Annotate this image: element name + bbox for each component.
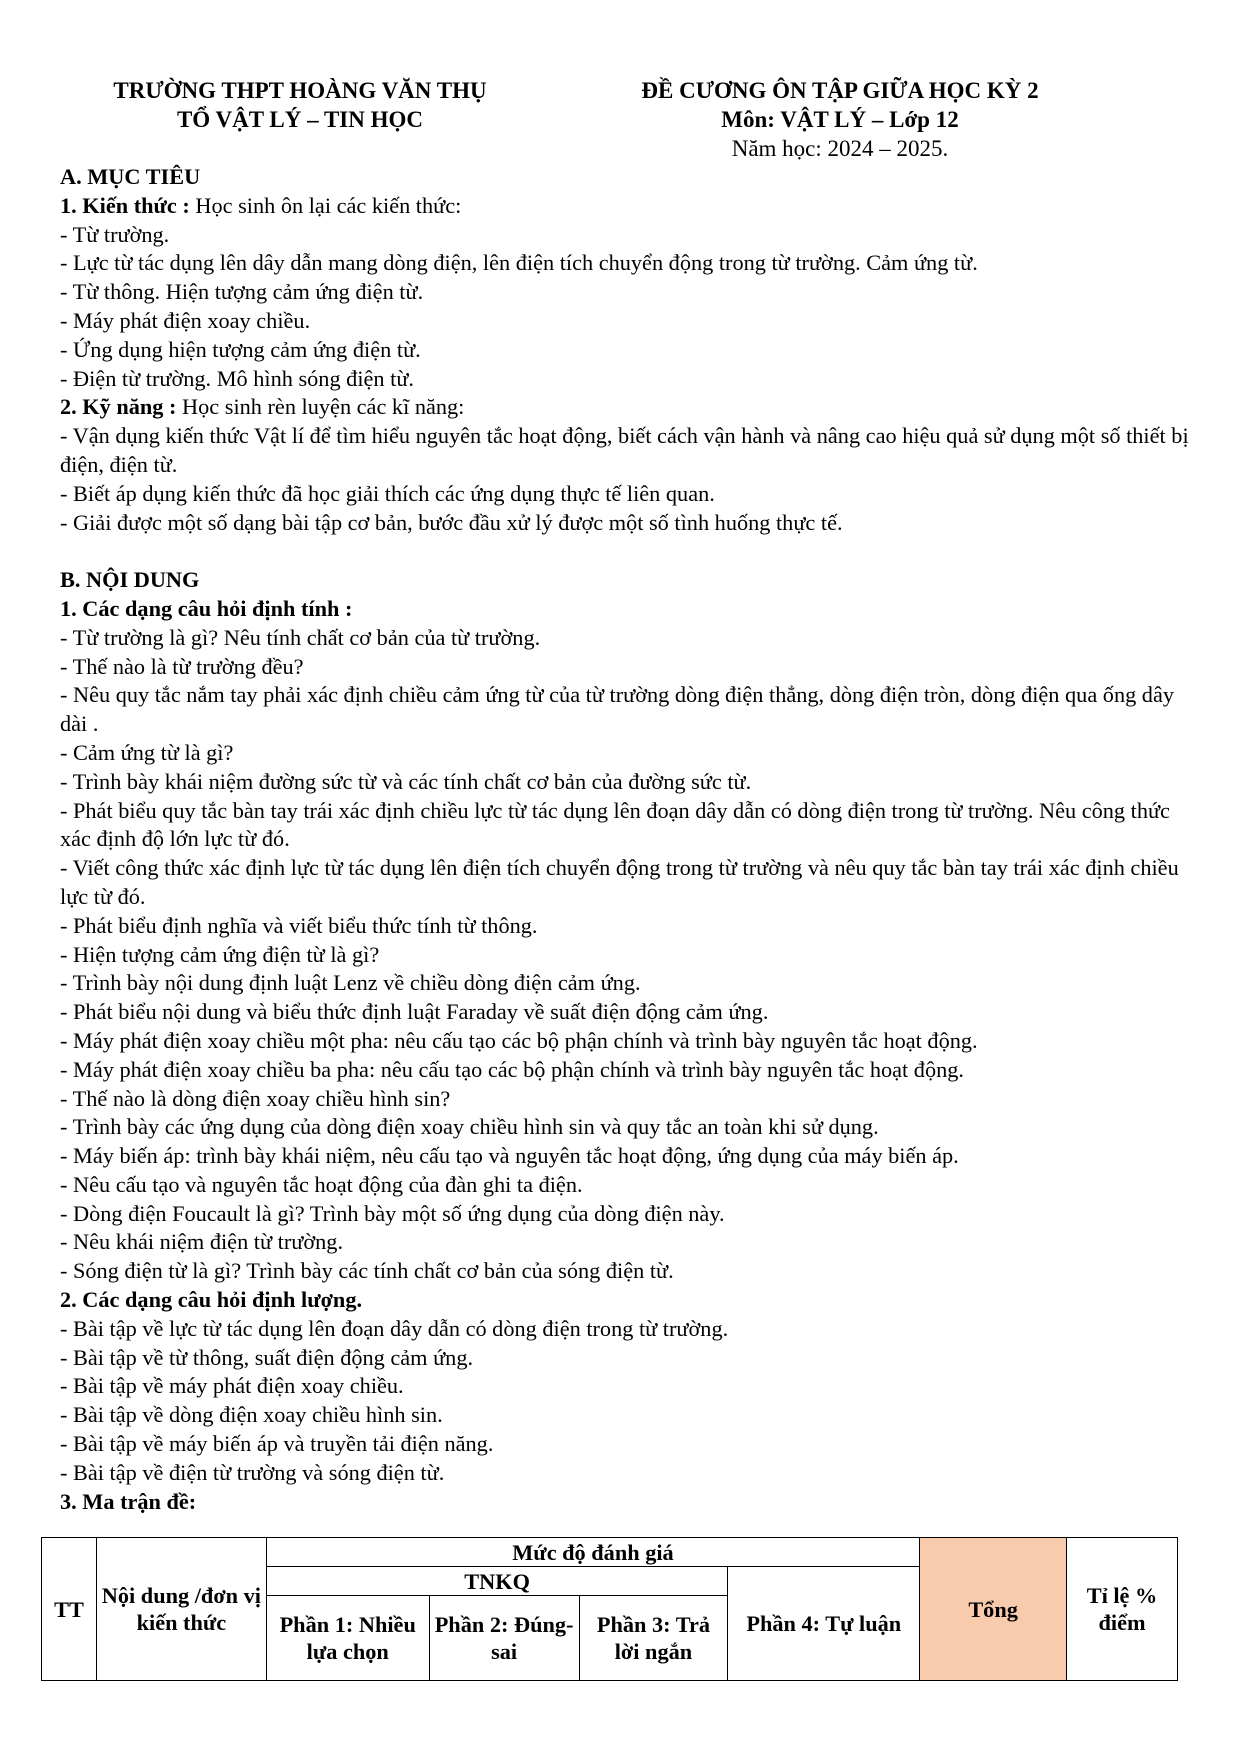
list-item: - Nêu quy tắc nắm tay phải xác định chiều cảm ứng từ của từ trường dòng điện thẳng, dòng điện tròn, dòng điện qua ống dây dài .	[60, 682, 1175, 737]
header-cell-tt: TT	[42, 1538, 97, 1681]
list-item: - Từ thông. Hiện tượng cảm ứng điện từ.	[60, 279, 424, 305]
list-item: - Bài tập về lực từ tác dụng lên đoạn dây dẫn có dòng điện trong từ trường.	[60, 1315, 729, 1341]
skills-label: 2. Kỹ năng :	[60, 394, 177, 420]
list-item: - Trình bày nội dung định luật Lenz về chiều dòng điện cảm ứng.	[60, 970, 641, 996]
list-item: - Hiện tượng cảm ứng điện từ là gì?	[60, 941, 380, 967]
header-cell-content: Nội dung /đơn vị kiến thức	[96, 1538, 266, 1681]
document-body	[60, 163, 1200, 1516]
list-item: - Máy phát điện xoay chiều ba pha: nêu cấu tạo các bộ phận chính và trình bày nguyên tắc hoạt động.	[60, 1056, 964, 1082]
list-item: - Trình bày các ứng dụng của dòng điện xoay chiều hình sin và quy tắc an toàn khi sử dụng.	[60, 1114, 879, 1140]
section-a-title: A. MỤC TIÊU	[60, 164, 201, 189]
list-item: - Điện từ trường. Mô hình sóng điện từ.	[60, 365, 414, 391]
header-cell-part4: Phần 4: Tự luận	[728, 1567, 920, 1681]
list-item: - Giải được một số dạng bài tập cơ bản, bước đầu xử lý được một số tình huống thực tế.	[60, 509, 843, 535]
list-item: - Nêu khái niệm điện từ trường.	[60, 1229, 344, 1255]
list-item: - Biết áp dụng kiến thức đã học giải thích các ứng dụng thực tế liên quan.	[60, 480, 715, 506]
knowledge-label: 1. Kiến thức :	[60, 192, 190, 218]
header-right	[590, 76, 1090, 163]
school-year: Năm học: 2024 – 2025.	[731, 136, 949, 161]
header-cell-part1: Phần 1: Nhiều lựa chọn	[266, 1596, 429, 1681]
list-item: - Dòng điện Foucault là gì? Trình bày một số ứng dụng của dòng điện này.	[60, 1200, 725, 1226]
list-item: - Sóng điện từ là gì? Trình bày các tính chất cơ bản của sóng điện từ.	[60, 1258, 674, 1284]
header-cell-tnkq: TNKQ	[266, 1567, 728, 1596]
list-item: - Cảm ứng từ là gì?	[60, 739, 234, 765]
subject-line: Môn: VẬT LÝ – Lớp 12	[721, 107, 959, 132]
list-item: - Máy phát điện xoay chiều một pha: nêu cấu tạo các bộ phận chính và trình bày nguyên tắc hoạt động.	[60, 1027, 978, 1053]
matrix-heading: 3. Ma trận đề:	[60, 1488, 197, 1514]
section-b-title: B. NỘI DUNG	[60, 567, 200, 593]
school-name: TRƯỜNG THPT HOÀNG VĂN THỤ	[113, 78, 487, 103]
knowledge-heading	[60, 192, 1200, 221]
list-item: - Phát biểu định nghĩa và viết biểu thức tính từ thông.	[60, 912, 538, 938]
list-item: - Bài tập về điện từ trường và sóng điện từ.	[60, 1459, 445, 1485]
header-left	[75, 76, 525, 134]
knowledge-intro: Học sinh ôn lại các kiến thức:	[189, 192, 462, 218]
list-item: - Lực từ tác dụng lên dây dẫn mang dòng điện, lên điện tích chuyển động trong từ trường. Cảm ứng từ.	[60, 250, 978, 276]
list-item: - Phát biểu nội dung và biểu thức định luật Faraday về suất điện động cảm ứng.	[60, 999, 769, 1025]
list-item: - Bài tập về máy biến áp và truyền tải điện năng.	[60, 1431, 494, 1457]
list-item: - Bài tập về từ thông, suất điện động cảm ứng.	[60, 1344, 474, 1370]
list-item: - Thế nào là dòng điện xoay chiều hình sin?	[60, 1085, 451, 1111]
list-item: - Viết công thức xác định lực từ tác dụng lên điện tích chuyển động trong từ trường và nêu quy tắc bàn tay trái xác định chiều lực từ đó.	[60, 855, 1179, 909]
header-cell-ratio: Tỉ lệ % điểm	[1067, 1538, 1178, 1681]
header-cell-level: Mức độ đánh giá	[266, 1538, 919, 1567]
list-item: - Bài tập về dòng điện xoay chiều hình sin.	[60, 1402, 443, 1428]
skills-intro: Học sinh rèn luyện các kĩ năng:	[176, 394, 465, 420]
list-item: - Thế nào là từ trường đều?	[60, 653, 304, 679]
header-cell-part2: Phần 2: Đúng-sai	[429, 1596, 579, 1681]
list-item: - Từ trường.	[60, 221, 170, 247]
list-item: - Phát biểu quy tắc bàn tay trái xác định chiều lực từ tác dụng lên đoạn dây dẫn có dòng điện trong từ trường. Nêu công thức xác định độ lớn lực từ đó.	[60, 797, 1170, 852]
skills-heading	[60, 393, 1200, 422]
list-item: - Trình bày khái niệm đường sức từ và các tính chất cơ bản của đường sức từ.	[60, 768, 752, 794]
list-item: - Bài tập về máy phát điện xoay chiều.	[60, 1373, 404, 1399]
document-title: ĐỀ CƯƠNG ÔN TẬP GIỮA HỌC KỲ 2	[641, 78, 1039, 103]
list-item: - Vận dụng kiến thức Vật lí để tìm hiểu nguyên tắc hoạt động, biết cách vận hành và nâng cao hiệu quả sử dụng một số thiết bị điện, điện từ.	[60, 423, 1189, 477]
spacer	[60, 537, 1200, 566]
list-item: - Nêu cấu tạo và nguyên tắc hoạt động của đàn ghi ta điện.	[60, 1171, 583, 1197]
exam-matrix-table	[41, 1537, 1178, 1681]
list-item: - Từ trường là gì? Nêu tính chất cơ bản của từ trường.	[60, 624, 541, 650]
header-cell-part3: Phần 3: Trả lời ngắn	[579, 1596, 728, 1681]
department-name: TỔ VẬT LÝ – TIN HỌC	[176, 107, 424, 132]
list-item: - Ứng dụng hiện tượng cảm ứng điện từ.	[60, 336, 421, 362]
list-item: - Máy phát điện xoay chiều.	[60, 307, 311, 333]
qualitative-heading: 1. Các dạng câu hỏi định tính :	[60, 595, 353, 621]
quantitative-heading: 2. Các dạng câu hỏi định lượng.	[60, 1287, 363, 1313]
list-item: - Máy biến áp: trình bày khái niệm, nêu cấu tạo và nguyên tắc hoạt động, ứng dụng của máy biến áp.	[60, 1143, 959, 1169]
header-cell-total: Tổng	[920, 1538, 1067, 1681]
